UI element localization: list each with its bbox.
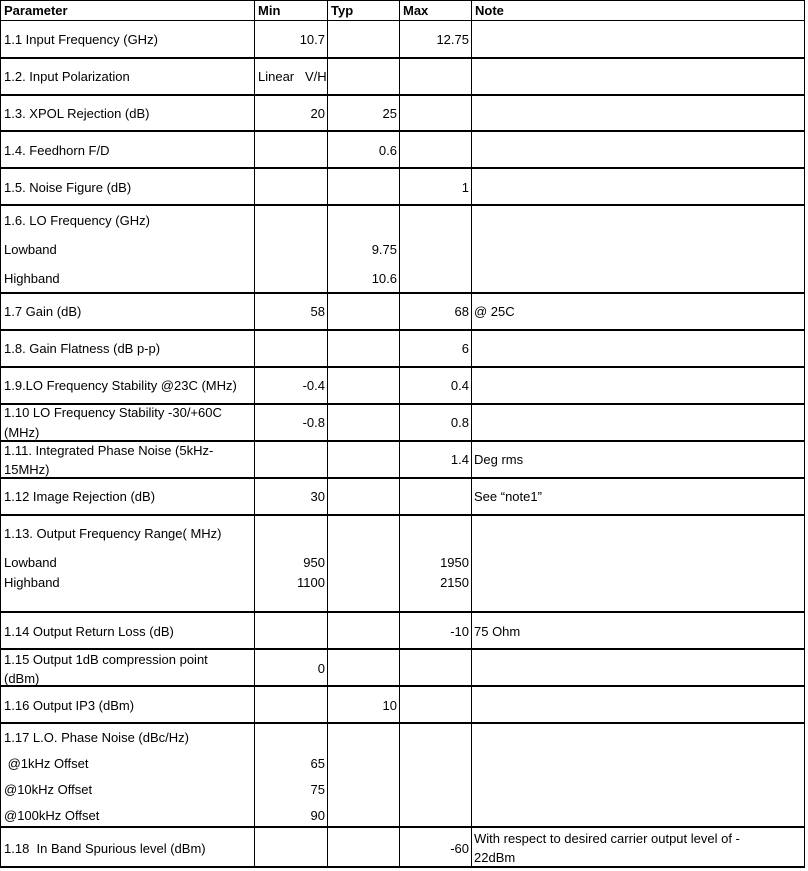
cell-typ: 25	[382, 106, 397, 121]
header-note: Note	[475, 3, 504, 18]
grid-hline	[0, 94, 805, 96]
cell-max: 6	[461, 341, 469, 356]
cell-min: -0.4	[302, 378, 325, 393]
cell-min: 75	[310, 782, 325, 797]
row-param: 1.4. Feedhorn F/D	[4, 143, 110, 158]
row-param-cont: (MHz)	[4, 425, 40, 440]
cell-max: -10	[450, 624, 469, 639]
row-sub-label: Highband	[4, 271, 60, 286]
cell-max: 2150	[440, 575, 469, 590]
row-param: 1.8. Gain Flatness (dB p-p)	[4, 341, 161, 356]
row-param: 1.7 Gain (dB)	[4, 304, 82, 319]
row-param: 1.2. Input Polarization	[4, 69, 130, 84]
cell-min: 30	[310, 489, 325, 504]
grid-hline	[0, 292, 805, 294]
cell-min: Linear V/H	[258, 69, 327, 84]
cell-note: With respect to desired carrier output level of -	[474, 831, 740, 846]
grid-hline	[0, 20, 805, 21]
header-min: Min	[258, 3, 281, 18]
row-param: 1.17 L.O. Phase Noise (dBc/Hz)	[4, 730, 189, 745]
cell-note: @ 25C	[474, 304, 515, 319]
row-sub-label: @10kHz Offset	[4, 782, 93, 797]
grid-hline	[0, 366, 805, 368]
row-param: 1.1 Input Frequency (GHz)	[4, 32, 158, 47]
grid-hline	[0, 722, 805, 724]
row-param: 1.10 LO Frequency Stability -30/+60C	[4, 405, 222, 420]
cell-max: 1.4	[450, 452, 469, 467]
cell-min: 90	[310, 808, 325, 823]
cell-min: 0	[317, 661, 325, 676]
grid-hline	[0, 514, 805, 516]
cell-max: -60	[450, 841, 469, 856]
grid-hline	[0, 329, 805, 331]
row-param: 1.11. Integrated Phase Noise (5kHz-	[4, 443, 214, 458]
row-param: 1.18 In Band Spurious level (dBm)	[4, 841, 206, 856]
row-param: 1.12 Image Rejection (dB)	[4, 489, 156, 504]
cell-min: 10.7	[299, 32, 325, 47]
row-sub-label: Lowband	[4, 242, 57, 257]
cell-note-cont: 22dBm	[474, 850, 516, 865]
grid-hline	[0, 611, 805, 613]
grid-hline	[0, 440, 805, 442]
row-param-cont: (dBm)	[4, 671, 40, 686]
row-param: 1.14 Output Return Loss (dB)	[4, 624, 174, 639]
grid-hline	[0, 0, 805, 1]
cell-max: 68	[454, 304, 469, 319]
grid-hline	[0, 826, 805, 828]
cell-min: -0.8	[302, 415, 325, 430]
header-max: Max	[403, 3, 429, 18]
grid-hline	[0, 477, 805, 479]
header-parameter: Parameter	[4, 3, 68, 18]
grid-hline	[0, 866, 805, 868]
cell-max: 1950	[440, 555, 469, 570]
row-param: 1.6. LO Frequency (GHz)	[4, 213, 150, 228]
cell-typ: 10.6	[371, 271, 397, 286]
row-sub-label: @100kHz Offset	[4, 808, 100, 823]
grid-hline	[0, 130, 805, 132]
cell-note: See “note1”	[474, 489, 542, 504]
row-param: 1.3. XPOL Rejection (dB)	[4, 106, 150, 121]
row-param-cont: 15MHz)	[4, 462, 50, 477]
row-sub-label: @1kHz Offset	[4, 756, 89, 771]
grid-hline	[0, 685, 805, 687]
cell-typ: 10	[382, 698, 397, 713]
cell-min: 65	[310, 756, 325, 771]
grid-hline	[0, 57, 805, 59]
cell-max: 0.8	[450, 415, 469, 430]
cell-max: 12.75	[436, 32, 469, 47]
row-param: 1.16 Output IP3 (dBm)	[4, 698, 135, 713]
row-sub-label: Highband	[4, 575, 60, 590]
row-param: 1.9.LO Frequency Stability @23C (MHz)	[4, 378, 237, 393]
cell-typ: 9.75	[371, 242, 397, 257]
grid-hline	[0, 204, 805, 206]
cell-note: Deg rms	[474, 452, 524, 467]
cell-min: 58	[310, 304, 325, 319]
row-param: 1.5. Noise Figure (dB)	[4, 180, 132, 195]
cell-typ: 0.6	[378, 143, 397, 158]
cell-min: 950	[303, 555, 325, 570]
row-sub-label: Lowband	[4, 555, 57, 570]
cell-max: 0.4	[450, 378, 469, 393]
cell-max: 1	[461, 180, 469, 195]
header-typ: Typ	[331, 3, 354, 18]
row-param: 1.15 Output 1dB compression point	[4, 652, 208, 667]
row-param: 1.13. Output Frequency Range( MHz)	[4, 526, 222, 541]
grid-hline	[0, 167, 805, 169]
cell-min: 1100	[297, 575, 325, 590]
cell-note: 75 Ohm	[474, 624, 521, 639]
grid-hline	[0, 648, 805, 650]
cell-min: 20	[310, 106, 325, 121]
